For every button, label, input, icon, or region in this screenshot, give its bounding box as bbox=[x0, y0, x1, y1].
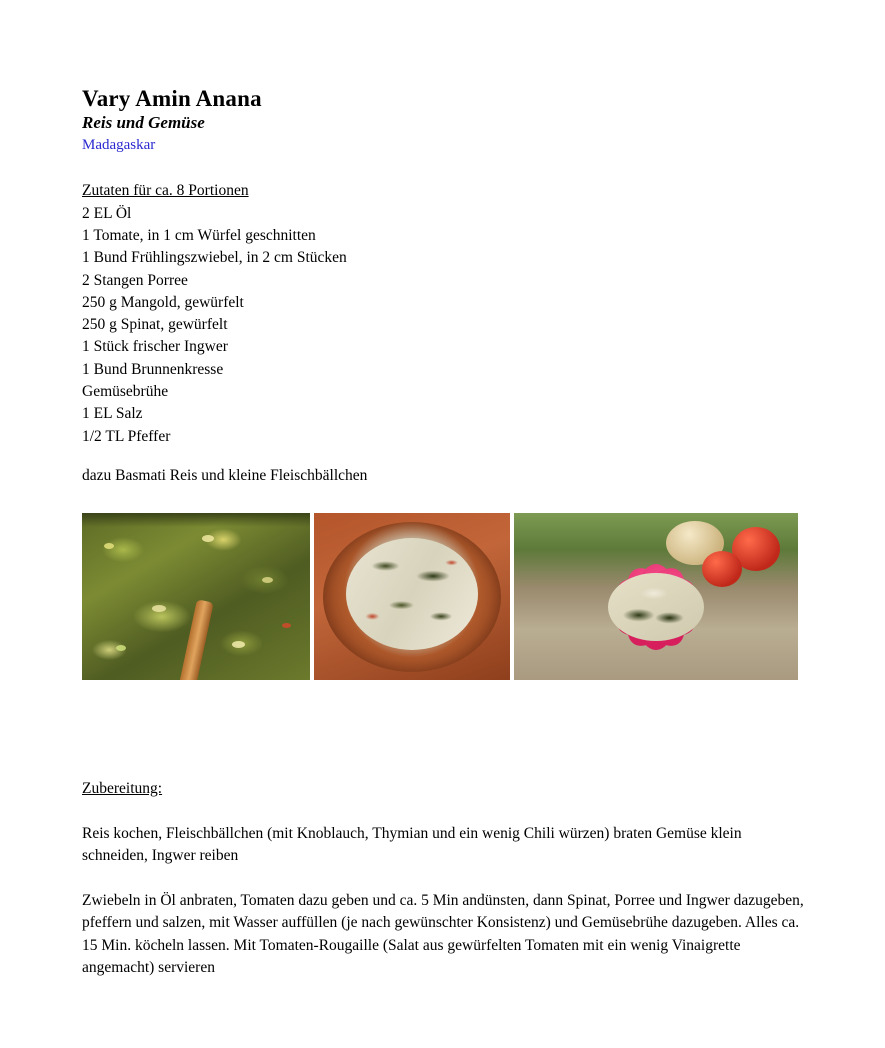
photo-flower-plate bbox=[514, 513, 798, 680]
ingredient-item: 1 EL Salz bbox=[82, 405, 143, 423]
flower-plate bbox=[563, 543, 749, 671]
method-section bbox=[82, 778, 806, 980]
ingredient-item: 1 Bund Brunnenkresse bbox=[82, 360, 224, 378]
method-paragraph: Reis kochen, Fleischbällchen (mit Knoblauch, Thymian und ein wenig Chili würzen) braten Gemüse klein schneiden, Ingwer reiben bbox=[82, 824, 742, 864]
ingredients-heading: Zutaten für ca. 8 Portionen bbox=[82, 182, 249, 200]
side-note: dazu Basmati Reis und kleine Fleischbällchen bbox=[82, 466, 368, 484]
ingredient-item: 1 Bund Frühlingszwiebel, in 2 cm Stücken bbox=[82, 249, 347, 267]
document-content bbox=[82, 86, 806, 680]
photo-shadow bbox=[82, 513, 310, 527]
photo-strip bbox=[82, 513, 798, 680]
plate-food bbox=[608, 573, 704, 641]
ingredient-item: Gemüsebrühe bbox=[82, 383, 169, 400]
page-subtitle: Reis und Gemüse bbox=[82, 113, 205, 133]
ingredient-item: 2 Stangen Porree bbox=[82, 271, 188, 289]
ingredients-section bbox=[82, 180, 806, 448]
ingredient-item: 1 Stück frischer Ingwer bbox=[82, 338, 228, 356]
photo-vegetable-pan bbox=[82, 513, 310, 680]
terracotta-bowl bbox=[323, 522, 501, 672]
method-heading: Zubereitung: bbox=[82, 780, 163, 797]
ingredient-item: 1/2 TL Pfeffer bbox=[82, 427, 171, 445]
photo-rice-bowl bbox=[314, 513, 510, 680]
ingredient-item: 1 Tomate, in 1 cm Würfel geschnitten bbox=[82, 226, 316, 244]
ingredient-item: 250 g Mangold, gewürfelt bbox=[82, 293, 244, 311]
rice-mixture bbox=[346, 538, 478, 650]
method-paragraph: Zwiebeln in Öl anbraten, Tomaten dazu geben und ca. 5 Min andünsten, dann Spinat, Porree und Ingwer dazugeben, pfeffern und salzen, mit Wasser auffüllen (je nach gewünschter Konsistenz) und Gemüsebrühe dazugeben. Alles ca. 15 Min. köcheln lassen. Mit Tomaten-Rougaille (Salat aus gewürfelten Tomaten mit ein wenig Vinaigrette angemacht) servieren bbox=[82, 891, 804, 976]
spacer bbox=[82, 155, 806, 180]
spacer bbox=[82, 448, 806, 465]
page-title: Vary Amin Anana bbox=[82, 86, 262, 111]
ingredient-item: 250 g Spinat, gewürfelt bbox=[82, 316, 228, 334]
ingredient-item: 2 EL Öl bbox=[82, 204, 132, 222]
country-label: Madagaskar bbox=[82, 136, 156, 153]
